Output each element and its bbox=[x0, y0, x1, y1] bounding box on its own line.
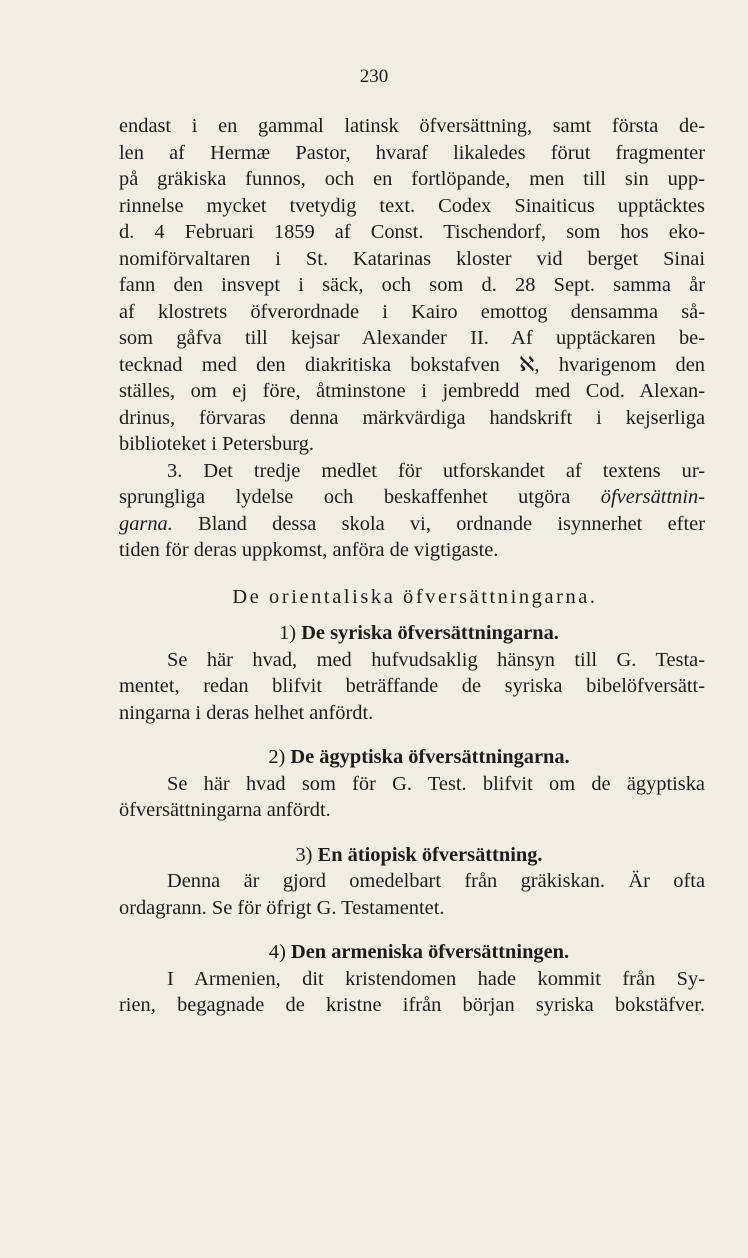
text-line: Se här hvad som för G. Test. blifvit om de ägyptiska bbox=[167, 772, 705, 795]
text-line: nomiförvaltaren i St. Katarinas kloster vid berget Sinai bbox=[119, 247, 705, 270]
italic-term: garna. bbox=[119, 512, 173, 535]
text-line: mentet, redan blifvit beträffande de syriska bibelöfversätt- bbox=[119, 675, 705, 697]
subsection-heading bbox=[119, 842, 705, 869]
subsection-title: Den armeniska öfversättningen. bbox=[291, 941, 570, 963]
text-line: af klostrets öfverordnade i Kairo emottog densamma så- bbox=[119, 300, 705, 323]
page-number: 230 bbox=[359, 66, 389, 87]
section-title: De orientaliska öfversättningarna. bbox=[232, 585, 598, 608]
paragraph-codex-sinaiticus bbox=[119, 113, 705, 458]
text-line: ställes, om ej före, åtminstone i jembredd med Cod. Alexan- bbox=[119, 380, 705, 402]
subsection-title: De ägyptiska öfversättningarna. bbox=[290, 746, 570, 768]
paragraph-translations-intro bbox=[119, 458, 705, 564]
subsection-number: 2) bbox=[268, 746, 286, 768]
italic-term: öfversättnin- bbox=[600, 486, 705, 508]
page-body bbox=[119, 113, 705, 1019]
text-line: tecknad med den diakritiska bokstafven ℵ, hvarigenom den bbox=[119, 353, 705, 376]
text-segment: sprungliga lydelse och beskaffenhet utgöra bbox=[119, 486, 571, 508]
text-line: rien, begagnade de kristne ifrån början syriska bokstäfver. bbox=[119, 994, 705, 1016]
text-line: som gåfva till kejsar Alexander II. Af upptäckaren be- bbox=[119, 327, 705, 349]
subsection-number: 4) bbox=[268, 941, 286, 963]
text-line bbox=[119, 511, 705, 538]
subsection-title: En ätiopisk öfversättning. bbox=[317, 843, 543, 866]
text-line: på gräkiska funnos, och en fortlöpande, men till sin upp- bbox=[119, 168, 705, 190]
text-line: ningarna i deras helhet anfördt. bbox=[119, 701, 374, 724]
text-line: I Armenien, dit kristendomen hade kommit från Sy- bbox=[167, 967, 705, 990]
text-line bbox=[119, 484, 705, 511]
subsection-heading bbox=[119, 744, 705, 771]
text-line: ordagrann. Se för öfrigt G. Testamentet. bbox=[119, 896, 445, 919]
text-line: biblioteket i Petersburg. bbox=[119, 433, 315, 455]
subsection-heading bbox=[119, 620, 705, 647]
subsection-heading bbox=[119, 939, 705, 966]
text-line: fann den insvept i säck, och som d. 28 Sept. samma år bbox=[119, 274, 705, 296]
text-line: drinus, förvaras denna märkvärdiga handskrift i kejserliga bbox=[119, 406, 705, 429]
subsection-number: 1) bbox=[279, 622, 297, 644]
text-line: tiden för deras uppkomst, anföra de vigtigaste. bbox=[119, 539, 499, 561]
text-line: d. 4 Februari 1859 af Const. Tischendorf, som hos eko- bbox=[119, 221, 705, 243]
text-line: endast i en gammal latinsk öfversättning, samt första de- bbox=[119, 115, 705, 137]
text-line: öfversättningarna anfördt. bbox=[119, 799, 331, 821]
text-segment: Bland dessa skola vi, ordnande isynnerhet efter bbox=[198, 512, 705, 535]
text-line: 3. Det tredje medlet för utforskandet af textens ur- bbox=[167, 459, 705, 482]
text-line: len af Hermæ Pastor, hvaraf likaledes förut fragmenter bbox=[119, 141, 705, 164]
text-line: Denna är gjord omedelbart från gräkiskan. Är ofta bbox=[167, 870, 705, 892]
text-line: rinnelse mycket tvetydig text. Codex Sinaiticus upptäcktes bbox=[119, 194, 705, 217]
text-line: Se här hvad, med hufvudsaklig hänsyn till G. Testa- bbox=[167, 648, 705, 671]
subsection-number: 3) bbox=[295, 843, 313, 866]
subsection-title: De syriska öfversättningarna. bbox=[301, 622, 559, 644]
